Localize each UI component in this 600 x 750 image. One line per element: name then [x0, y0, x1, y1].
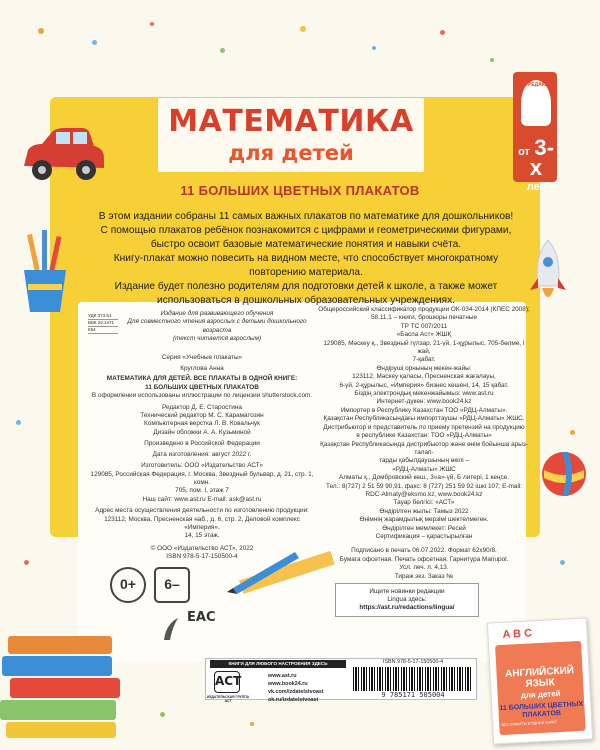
- subtitle: 11 БОЛЬШИХ ЦВЕТНЫХ ПЛАКАТОВ: [180, 183, 420, 198]
- link-ok[interactable]: ok.ru/izdatelstvoast: [268, 697, 319, 703]
- intro-line: В этом издании собраны 11 самых важных плакатов по математике для дошкольников!: [98, 211, 514, 222]
- cover-preview: [487, 617, 593, 744]
- imprint-right-line: 6-үй, 2-құрылыс, «Империя» бизнес кешені, 14, 15 қабат.: [339, 381, 509, 389]
- age-number: 3-х: [529, 135, 554, 180]
- links-block: [268, 672, 356, 704]
- rocket-illustration: [528, 238, 568, 308]
- imprint-right-line: 129085, Мәскеу қ., Звездный гүлзар, 21-үй, 1-құрылыс, 705-бөлме, I жай,: [323, 339, 525, 356]
- publisher-logo-text: АСТ-РЕДАКЦИЯ: [516, 82, 556, 88]
- imprint-right-line: «РДЦ-Алматы» ЖШС: [392, 465, 456, 473]
- imprint-right-line: Тауар белгісі: «АСТ»: [393, 499, 455, 507]
- book-title-1: МАТЕМАТИКА ДЛЯ ДЕТЕЙ. ВСЕ ПЛАКАТЫ В ОДНОЙ КНИГЕ:: [106, 375, 298, 383]
- audience-note: (текст читается взрослым): [172, 335, 262, 343]
- publisher-leaf-icon: [162, 616, 180, 642]
- ast-logo: АСТ: [214, 671, 240, 693]
- barcode-number: 9 785171 505004: [381, 691, 445, 699]
- illustrations-note: В оформлении использованы иллюстрации по лицензии shutterstock.com.: [91, 392, 313, 400]
- imprint-right-line: Бумага офсетная. Печать офсетная. Гарнитура Mariupol.: [339, 555, 509, 563]
- book-title-2: 11 БОЛЬШИХ ЦВЕТНЫХ ПЛАКАТОВ: [145, 383, 259, 391]
- edition-type: Издание для развивающего обучения: [160, 310, 274, 317]
- link-book24[interactable]: www.book24.ru: [268, 681, 308, 687]
- imprint-right-line: Біздің электрондық мекенжайымыз: www.ast.ru: [354, 390, 494, 398]
- isbn: ISBN 978-5-17-150500-4: [166, 553, 238, 561]
- imprint-right-line: Қазақстан Республикасында дистрибьютор және өнім бойынша арыз-талап-: [320, 440, 528, 456]
- imprint-right-line: Интернет-дүкен: www.book24.kz: [376, 398, 472, 406]
- eac-mark: EAC: [187, 610, 216, 625]
- copyright: © ООО «Издательство АСТ», 2022: [150, 544, 254, 552]
- pencil-cup-illustration: [14, 228, 76, 314]
- intro-line: быстро освоит базовые математические понятия и навыки счёта.: [150, 239, 462, 250]
- audience: Для совместного чтения взрослых с детьми дошкольного возраста: [127, 318, 307, 334]
- cover-preview-subtitle: 11 БОЛЬШИХ ЦВЕТНЫХ ПЛАКАТОВ: [499, 700, 584, 719]
- imprint-right-line: Импортер в Республику Казахстан ТОО «РДЦ-Алматы».: [340, 406, 508, 414]
- imprint-right-line: Қазақстан Республикасындағы импорттаушы «РДЦ-Алматы» ЖШС.: [323, 415, 525, 423]
- cover-title-line-3: для детей: [520, 688, 561, 701]
- imprint-right-line: Өндірілген мемлекет: Ресей: [382, 524, 466, 532]
- imprint-right-line: Подписано в печать 06.07.2022. Формат 62x90/8.: [351, 547, 497, 555]
- cover-preview-title: [496, 665, 584, 702]
- editor: Редактор Д. Е. Старостина: [162, 403, 242, 411]
- age-suffix: лет: [526, 181, 546, 193]
- imprint-right-line: Сертификация – қарастырылған: [375, 532, 473, 540]
- intro-line: повторению материала.: [249, 267, 363, 278]
- production-date: Дата изготовления: август 2022 г.: [152, 450, 252, 458]
- code-udk: УДК 373.51: [88, 313, 118, 320]
- imprint-right-line: 58.11.1 – книги, брошюры печатные: [370, 314, 478, 322]
- barcode: [353, 667, 473, 691]
- produced-in: Произведено в Российской Федерации: [144, 440, 260, 448]
- search-line-2: Lingua здесь:: [387, 596, 427, 603]
- slogan-bar: КНИГИ ДЛЯ ЛЮБОГО НАСТРОЕНИЯ ЗДЕСЬ: [210, 660, 346, 668]
- books-illustration: [0, 630, 130, 740]
- age-prefix: от: [518, 146, 530, 158]
- series: Серия «Учебные плакаты»: [161, 353, 243, 361]
- code-bbk: ББК 22.1я71: [88, 320, 118, 327]
- code-author: К64: [88, 327, 118, 334]
- imprint-right-line: Тел.: 8(727) 2 51 59 90,91, факс: 8 (727) 251 59 92 ішкі 107; E-mail:: [325, 482, 523, 490]
- ball-illustration: [540, 450, 588, 498]
- search-line-1: Ищите новинки редакции: [369, 588, 445, 595]
- website: Наш сайт: www.ast.ru E-mail: ask@ast.ru: [142, 495, 262, 503]
- imprint-right-line: RDC-Almaty@eksmo.kz, www.book24.kz: [365, 490, 483, 498]
- imprint-right-line: Усл. печ. л. 4,13.: [399, 564, 449, 572]
- manufacturer: Изготовитель: ООО «Издательство АСТ»: [141, 462, 263, 470]
- address-2: 705, пом. I, этаж 7: [175, 487, 229, 495]
- intro-line: Издание будет полезно родителям для подготовки детей к школе, а также может: [114, 281, 498, 292]
- production-address-2: 123112, Москва, Пресненская наб., д. 6, стр. 2, Деловой комплекс «Империя»,: [104, 515, 300, 531]
- rating-sign: 6–: [154, 567, 190, 603]
- imprint-right-line: в республике Казахстан: ТОО «РДЦ-Алматы»: [356, 432, 492, 440]
- imprint-right-line: ТР ТС 007/2011: [400, 322, 448, 330]
- intro-line: Книгу-плакат можно повесить на видном месте, что способствует многократному: [113, 253, 499, 264]
- cover-credit: Дизайн обложки А. А. Кузьминой: [153, 428, 251, 436]
- intro-line: использоваться в дошкольных образовательных учреждениях.: [156, 295, 456, 306]
- imprint-right-line: тарды қабылдаушының өкілі –: [378, 457, 470, 465]
- author: Круглова Анна: [180, 365, 224, 373]
- production-address-1: Адрес места осуществления деятельности по изготовлению продукции:: [95, 507, 309, 515]
- link-ast[interactable]: www.ast.ru: [268, 673, 297, 679]
- car-illustration: [18, 122, 108, 188]
- title-sub: для детей: [228, 141, 354, 165]
- abc-icon: A B C: [502, 627, 533, 641]
- isbn-label: ISBN 978-5-17-150500-4: [382, 659, 444, 665]
- imprint-left: [86, 310, 318, 562]
- ast-logo-caption: ИЗДАТЕЛЬСКАЯ ГРУППА АСТ: [206, 695, 250, 703]
- imprint-right-line: Өнімнің жарамдылық мерзімі шектелмеген.: [359, 516, 489, 524]
- age-label: [512, 135, 560, 195]
- search-info-box: [335, 583, 479, 617]
- address-1: 129085, Российская Федерация, г. Москва, Звездный бульвар, д. 21, стр. 1, комн.: [90, 470, 314, 486]
- imprint-right-line: Дистрибьютор и представитель по приему претензий на продукцию: [323, 423, 525, 431]
- search-url[interactable]: https://ast.ru/redactions/lingua/: [359, 604, 455, 611]
- link-vk[interactable]: vk.com/izdatelstvoast: [268, 689, 324, 695]
- imprint-right-line: Алматы қ., Домбровский көш., 3«а»-үй, Б литері, 1 кеңсе.: [339, 474, 509, 482]
- intro-text: [86, 210, 526, 308]
- imprint-right-line: 123112, Мәскеу қаласы, Пресненская жағалауы,: [352, 373, 496, 381]
- imprint-right-line: Өндірілген жылы: Тамыз 2022: [379, 507, 469, 515]
- imprint-right-line: Өндіруші орнының мекен-жайы:: [376, 364, 472, 372]
- cover-preview-note: ВСЕ ПЛАКАТЫ В ОДНОЙ КНИГЕ: [501, 720, 557, 728]
- title-main: МАТЕМАТИКА: [168, 104, 414, 139]
- imprint-right-line: 7-қабат.: [412, 356, 436, 364]
- imprint-right-line: «Баспа Аст» ЖШҚ: [396, 331, 452, 339]
- imprint-right-line: Общероссийский классификатор продукции ОК-034-2014 (КПЕС 2008);: [318, 306, 530, 313]
- imprint-right: [318, 306, 530, 581]
- age-rating-sign: 0+: [110, 567, 146, 603]
- production-address-3: 14, 15 этаж.: [184, 532, 220, 540]
- imprint-right-line: Тираж экз. Заказ №: [394, 572, 454, 580]
- cover-title-line-2: ЯЗЫК: [525, 677, 556, 690]
- intro-line: С помощью плакатов ребёнок познакомится с цифрами и геометрическими фигурами,: [100, 225, 512, 236]
- layout-credit: Компьютерная верстка Л. В. Ковальчук: [144, 420, 260, 428]
- cover-title-line-1: АНГЛИЙСКИЙ: [504, 665, 575, 680]
- tech-editor: Технический редактор М. С. Караматозян: [140, 412, 264, 420]
